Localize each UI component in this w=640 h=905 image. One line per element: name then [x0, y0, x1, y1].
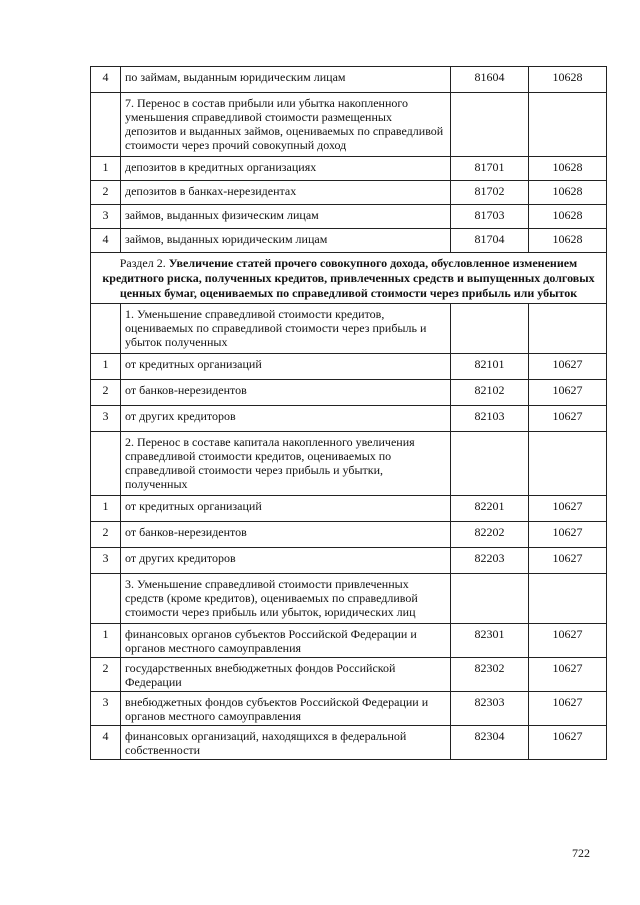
- table-row: [91, 406, 607, 432]
- row-code: 82301: [451, 624, 529, 658]
- row-number: 1: [91, 496, 121, 522]
- row-account: 10627: [529, 522, 607, 548]
- row-number: 2: [91, 522, 121, 548]
- row-account: 10627: [529, 496, 607, 522]
- row-code: 82303: [451, 692, 529, 726]
- group-header-row: [91, 432, 607, 496]
- row-number: 3: [91, 205, 121, 229]
- row-description: внебюджетных фондов субъектов Российской Федерации и органов местного самоуправления: [121, 692, 451, 726]
- row-account: 10628: [529, 205, 607, 229]
- row-account: 10628: [529, 67, 607, 93]
- empty-cell: [529, 574, 607, 624]
- table-row: [91, 692, 607, 726]
- row-account: 10627: [529, 406, 607, 432]
- group-header-row: [91, 93, 607, 157]
- row-code: 82201: [451, 496, 529, 522]
- row-account: 10628: [529, 229, 607, 253]
- row-description: по займам, выданным юридическим лицам: [121, 67, 451, 93]
- row-description: от других кредиторов: [121, 548, 451, 574]
- row-description: финансовых органов субъектов Российской Федерации и органов местного самоуправления: [121, 624, 451, 658]
- table-row: [91, 205, 607, 229]
- row-number: 4: [91, 726, 121, 760]
- row-account: 10627: [529, 658, 607, 692]
- empty-cell: [91, 432, 121, 496]
- row-code: 82304: [451, 726, 529, 760]
- group-header-row: [91, 304, 607, 354]
- group-header-row: [91, 574, 607, 624]
- row-description: финансовых организаций, находящихся в федеральной собственности: [121, 726, 451, 760]
- row-number: 4: [91, 229, 121, 253]
- page-number: 722: [572, 846, 590, 860]
- table-row: [91, 380, 607, 406]
- empty-cell: [451, 93, 529, 157]
- row-description: депозитов в банках-нерезидентах: [121, 181, 451, 205]
- row-code: 81703: [451, 205, 529, 229]
- section-prefix: Раздел 2.: [119, 256, 169, 270]
- row-account: 10627: [529, 380, 607, 406]
- row-code: 82202: [451, 522, 529, 548]
- row-account: 10627: [529, 354, 607, 380]
- empty-cell: [91, 304, 121, 354]
- section-header-row: [91, 253, 607, 304]
- row-description: государственных внебюджетных фондов Российской Федерации: [121, 658, 451, 692]
- row-description: займов, выданных физическим лицам: [121, 205, 451, 229]
- table-row: [91, 157, 607, 181]
- empty-cell: [91, 93, 121, 157]
- row-number: 1: [91, 624, 121, 658]
- row-code: 82101: [451, 354, 529, 380]
- table-row: [91, 624, 607, 658]
- empty-cell: [91, 574, 121, 624]
- row-number: 3: [91, 692, 121, 726]
- row-description: депозитов в кредитных организациях: [121, 157, 451, 181]
- group-heading: 1. Уменьшение справедливой стоимости кредитов, оцениваемых по справедливой стоимости через прибыль и убыток полученных: [121, 304, 451, 354]
- table-row: [91, 354, 607, 380]
- row-code: 81701: [451, 157, 529, 181]
- row-description: от кредитных организаций: [121, 496, 451, 522]
- table-row: [91, 658, 607, 692]
- empty-cell: [451, 574, 529, 624]
- row-description: от других кредиторов: [121, 406, 451, 432]
- row-code: 82302: [451, 658, 529, 692]
- group-heading: 2. Перенос в составе капитала накопленного увеличения справедливой стоимости кредитов, оцениваемых по справедливой стоимости через прибыль и убытки, полученных: [121, 432, 451, 496]
- row-number: 3: [91, 548, 121, 574]
- section-title: Увеличение статей прочего совокупного дохода, обусловленное изменением кредитного риска, полученных кредитов, привлеченных средств и выпущенных долговых ценных бумаг, оцениваемых по справедливой стоимости через прибыль или убыток: [102, 256, 595, 300]
- row-account: 10628: [529, 181, 607, 205]
- empty-cell: [529, 304, 607, 354]
- table-row: [91, 726, 607, 760]
- group-heading: 3. Уменьшение справедливой стоимости привлеченных средств (кроме кредитов), оцениваемых по справедливой стоимости через прибыль или убыток, юридических лиц: [121, 574, 451, 624]
- row-description: от кредитных организаций: [121, 354, 451, 380]
- row-account: 10627: [529, 548, 607, 574]
- section-heading: [91, 253, 607, 304]
- table-row: [91, 522, 607, 548]
- empty-cell: [529, 93, 607, 157]
- row-code: 81604: [451, 67, 529, 93]
- row-account: 10627: [529, 692, 607, 726]
- row-description: займов, выданных юридическим лицам: [121, 229, 451, 253]
- empty-cell: [451, 432, 529, 496]
- row-number: 1: [91, 157, 121, 181]
- table-row: [91, 229, 607, 253]
- table-row: [91, 181, 607, 205]
- row-description: от банков-нерезидентов: [121, 380, 451, 406]
- row-code: 82103: [451, 406, 529, 432]
- table-row: [91, 67, 607, 93]
- row-account: 10628: [529, 157, 607, 181]
- row-code: 82203: [451, 548, 529, 574]
- table-row: [91, 548, 607, 574]
- row-number: 4: [91, 67, 121, 93]
- row-number: 2: [91, 658, 121, 692]
- row-number: 2: [91, 380, 121, 406]
- group-heading: 7. Перенос в состав прибыли или убытка накопленного уменьшения справедливой стоимости размещенных депозитов и выданных займов, оцениваемых по справедливой стоимости через прочий совокупный доход: [121, 93, 451, 157]
- empty-cell: [451, 304, 529, 354]
- row-code: 81702: [451, 181, 529, 205]
- row-account: 10627: [529, 624, 607, 658]
- accounts-table: [90, 66, 607, 760]
- row-code: 81704: [451, 229, 529, 253]
- row-number: 2: [91, 181, 121, 205]
- row-account: 10627: [529, 726, 607, 760]
- row-number: 1: [91, 354, 121, 380]
- table-row: [91, 496, 607, 522]
- empty-cell: [529, 432, 607, 496]
- row-number: 3: [91, 406, 121, 432]
- row-code: 82102: [451, 380, 529, 406]
- row-description: от банков-нерезидентов: [121, 522, 451, 548]
